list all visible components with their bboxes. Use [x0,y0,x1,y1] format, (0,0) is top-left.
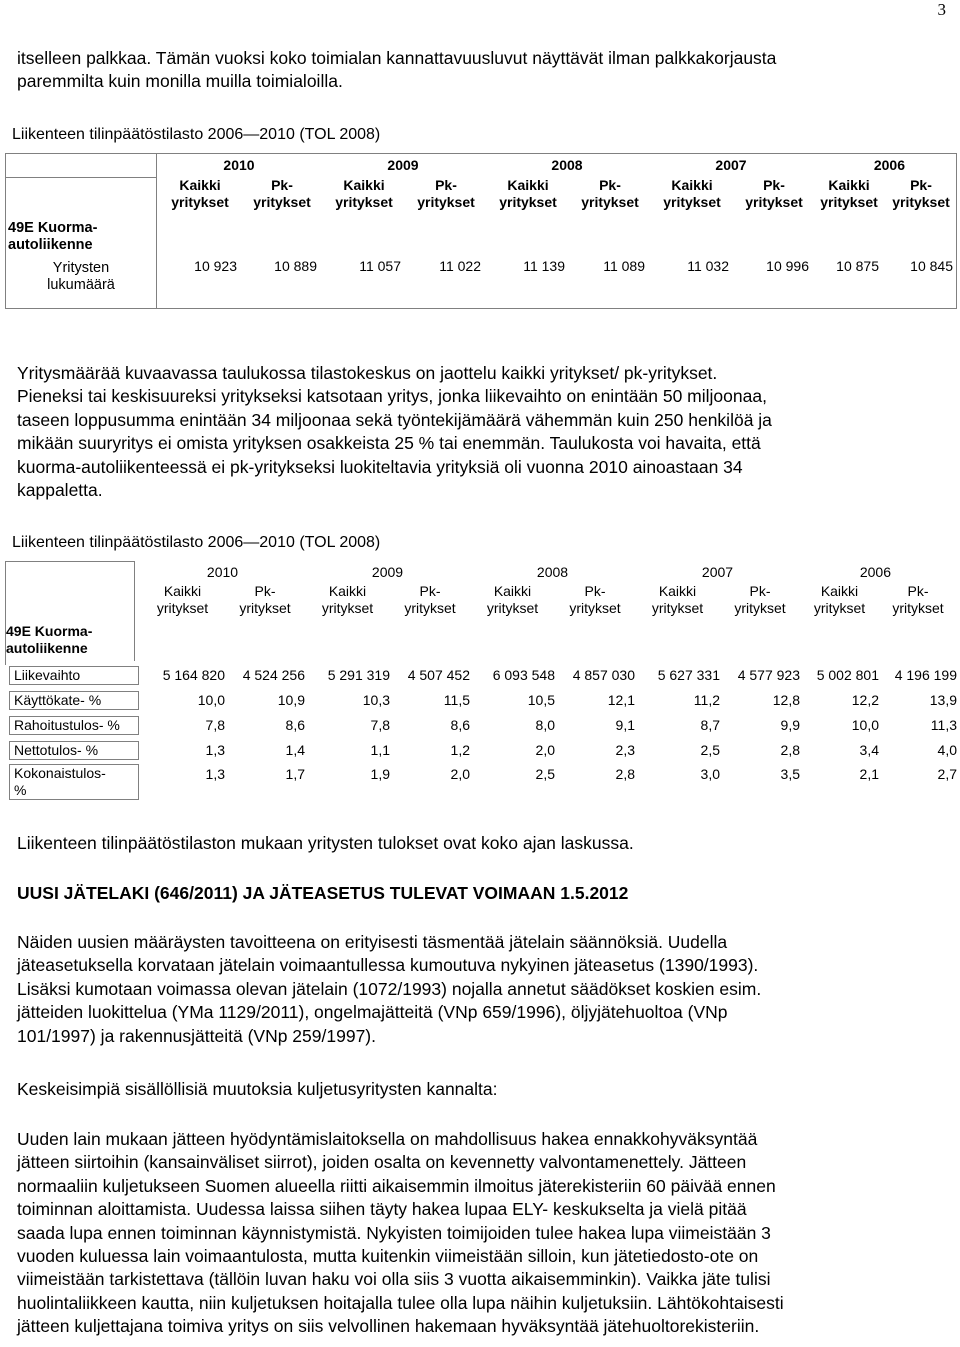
value-cell: 3,4 [859,742,879,758]
column-header-line: yritykset [745,194,803,210]
table-rule [156,153,157,309]
column-header-line: Kaikki [828,177,870,193]
column-header-line: Kaikki [671,177,713,193]
column-header-line: yritykset [239,600,291,616]
value-cell: 8,7 [700,717,720,733]
value-cell: 7,8 [370,717,390,733]
year-header: 2007 [701,563,734,580]
values-region [157,177,957,294]
text-line: Yritysmäärää kuvaavassa taulukossa tilastokeskus on jaottelu kaikki yritykset/ pk-yritykset. [17,363,718,383]
row-label-cell [5,738,140,763]
year-header: 2006 [873,156,905,173]
value-cell: 1,3 [205,742,225,758]
empty-cell [5,583,140,623]
column-header-line: yritykset [892,600,944,616]
value-cell: 5 627 331 [657,667,720,683]
column-header [225,583,305,623]
column-header-line: Pk- [254,583,276,599]
value-cell: 3,5 [780,766,800,782]
table-rule [5,561,135,562]
year-header: 2010 [206,563,239,580]
value-cell: 10,0 [851,717,879,733]
table2-title: Liikenteen tilinpäätöstilasto 2006—2010 (TOL 2008) [12,534,381,551]
column-header-line: Pk- [271,177,293,193]
table-rule [5,153,6,309]
row-label: Käyttökate- % [9,691,139,710]
paragraph-sme-definition [17,362,772,502]
column-header [470,583,555,623]
value-cell: 10 845 [910,257,953,274]
value-cell: 5 002 801 [816,667,879,683]
text-line: mikään suuryritys ei omista yrityksen osakkeista 25 % tai enemmän. Taulukosta voi havaita, että [17,433,761,454]
column-header-line: Kaikki [507,177,549,193]
column-header-line: yritykset [569,600,621,616]
column-header-line: Kaikki [820,583,859,599]
value-cell: 10,0 [197,692,225,708]
empty-cell [140,623,957,663]
value-cell: 4,0 [937,742,957,758]
table-rule [5,308,957,309]
column-header-line: yritykset [820,194,878,210]
text-line: Uuden lain mukaan jätteen hyödyntämislaitoksella on mahdollisuus hakea ennakkohyväksyntää [17,1129,758,1149]
value-cell: 12,2 [851,692,879,708]
text-line: Pieneksi tai keskisuureksi yritykseksi katsotaan yritys, jonka liikevaihto on enintään 50 miljoonaa, [17,386,767,407]
text-line: huolintaliikkeen kautta, niin kuljetuksen hoitajalla tulee olla lupa näihin kuljetuksiin. Lähtökohtaisesti [17,1292,784,1313]
column-header-line: yritykset [253,194,311,210]
value-cell: 5 164 820 [162,667,225,683]
column-header-line: Pk- [910,177,932,193]
text-line: jätteen kuljettajana toimiva yritys on siis velvollinen hakemaan hyväksyntää jätehuoltorekisteriin. [17,1316,760,1337]
column-header-line: Kaikki [343,177,385,193]
value-cell: 2,8 [780,742,800,758]
column-header [720,583,800,623]
column-header-line: yritykset [734,600,786,616]
value-cell: 8,6 [285,717,305,733]
row-label-line: % [14,782,27,798]
column-header [407,177,485,243]
year-header: 2008 [536,563,569,580]
value-cell: 11,2 [693,692,720,708]
table-rule [5,561,6,665]
column-header-line: Pk- [907,583,929,599]
column-header [800,583,879,623]
value-cell: 10 996 [766,257,809,274]
row-label-cell [5,763,140,803]
column-header-line: Pk- [419,583,441,599]
column-header-line: yritykset [813,600,866,616]
text-line: kuorma-autoliikenteessä ei pk-yritykseksi luokiteltavia yrityksiä oli vuonna 2010 ainoastaan 34 [17,456,743,477]
value-cell: 2,0 [450,766,470,782]
column-header-line: yritykset [499,194,557,210]
row-label-line: lukumäärä [47,276,115,293]
value-cell: 2,5 [535,766,555,782]
value-cell: 12,8 [772,692,800,708]
text-line: paremmilta kuin monilla muilla toimialoilla. [17,71,343,92]
value-cell: 10 923 [194,257,237,274]
column-header [635,583,720,623]
text-line: jätteiden luokittelua (YMa 1129/2011), ongelmajätteitä (VNp 659/1996), öljyjätehuoltoa (VNp [17,1002,728,1023]
text-line: taseen loppusumma enintään 34 miljoonaa sekä työntekijämäärä vähemmän kuin 250 henkilöä ja [17,409,772,430]
text-line: toiminnan aloittamista. Uudessa laissa siihen täyty hakea lupaa ELY- keskukselta ja vielä pitää [17,1199,747,1220]
paragraph-results: Liikenteen tilinpäätöstilaston mukaan yritysten tulokset ovat koko ajan laskussa. [17,833,634,853]
column-header-line: Kaikki [493,583,532,599]
text-line: jätteen siirtoihin (kansainväliset siirrot), joiden osalta on kevennetty valvontamenettely. Jätteen [17,1152,747,1173]
row-header-line: autoliikenne [8,236,93,253]
text-line: itselleen palkkaa. Tämän vuoksi koko toimialan kannattavuusluvut näyttävät ilman palkkakorjausta [17,48,777,68]
column-header [649,177,735,243]
column-header [885,177,957,243]
value-cell: 9,1 [615,717,635,733]
value-cell: 11 089 [603,257,645,274]
row-label-cell [5,663,140,688]
value-cell: 3,0 [700,766,720,782]
column-header-line: Kaikki [163,583,202,599]
column-header-line: Pk- [599,177,621,193]
column-header-line: yritykset [581,194,639,210]
paragraph-transport-permits [17,1128,784,1339]
row-label-cell [5,713,140,738]
column-header-line: yritykset [417,194,475,210]
row-label-cell [5,688,140,713]
values-grid [157,177,957,289]
year-header: 2008 [551,156,583,173]
value-cell: 4 857 030 [572,667,635,683]
column-header-line: yritykset [404,600,456,616]
text-line: viimeistään tarkistettava (tällöin luvan haku voi olla siis 3 vuotta aikaisemminkin). Vaikka jäte tulisi [17,1269,771,1290]
column-header-line: yritykset [486,600,539,616]
column-header-line: Pk- [435,177,457,193]
value-cell: 7,8 [205,717,225,733]
value-cell: 11,5 [443,692,470,708]
value-cell: 11 139 [523,257,565,274]
value-cell: 4 577 923 [737,667,800,683]
value-cell: 2,3 [615,742,635,758]
column-header-line: yritykset [651,600,704,616]
text-line: vuoden kuluessa lain voimaantulosta, mutta kuitenkin viimeistään silloin, kun jätetiedosto-ote on [17,1246,759,1267]
column-header [735,177,813,243]
corner-cell [5,561,140,583]
column-header [485,177,571,243]
column-header-line: Pk- [763,177,785,193]
value-cell: 13,9 [929,692,957,708]
column-header [813,177,885,243]
value-cell: 4 524 256 [242,667,305,683]
table1-title: Liikenteen tilinpäätöstilasto 2006—2010 (TOL 2008) [12,126,381,143]
text-line: Näiden uusien määräysten tavoitteena on erityisesti täsmentää jätelain säännöksiä. Uudella [17,932,728,952]
value-cell: 1,4 [285,742,305,758]
value-cell: 1,2 [450,742,470,758]
column-header-line: yritykset [335,194,393,210]
year-header: 2007 [715,156,747,173]
column-header-line: Pk- [749,583,771,599]
column-header-line: Kaikki [328,583,367,599]
value-cell: 1,3 [205,766,225,782]
paragraph-key-changes: Keskeisimpiä sisällöllisiä muutoksia kuljetusyritysten kannalta: [17,1079,498,1099]
text-line: jäteasetuksella korvataan jätelain voimaantullessa kumoutuva nykyinen jäteasetus (1390/1993). [17,955,759,976]
column-header [571,177,649,243]
value-cell: 8,0 [535,717,555,733]
column-header [390,583,470,623]
year-header: 2009 [371,563,404,580]
column-header-line: yritykset [171,194,229,210]
column-header-line: Pk- [584,583,606,599]
paragraph-new-regulations [17,931,761,1048]
row-header-line: autoliikenne [6,640,88,656]
intro-paragraph [17,47,776,94]
financial-ratios-table [5,561,957,803]
value-cell: 2,8 [615,766,635,782]
year-header: 2006 [859,563,891,580]
table-rule [5,153,957,154]
section-heading: UUSI JÄTELAKI (646/2011) JA JÄTEASETUS TULEVAT VOIMAAN 1.5.2012 [17,883,629,903]
value-cell: 10 875 [836,257,879,274]
table-rule [134,561,135,661]
column-header-line: yritykset [663,194,721,210]
value-cell: 5 291 319 [327,667,390,683]
column-header-line: yritykset [156,600,209,616]
row-header-line: 49E Kuorma- [8,219,98,236]
row-header-cell [5,623,140,663]
value-cell: 9,9 [780,717,800,733]
column-header [305,583,390,623]
value-cell: 2,5 [700,742,720,758]
value-cell: 2,7 [937,766,957,782]
value-cell: 10,9 [277,692,305,708]
table-rule [956,153,957,309]
year-header: 2009 [387,156,419,173]
column-header [243,177,321,243]
year-header: 2010 [223,156,255,173]
value-cell: 6 093 548 [492,667,555,683]
column-header [157,177,243,243]
text-line: 101/1997) ja rakennusjätteitä (VNp 259/1997). [17,1025,376,1046]
row-label: Liikevaihto [9,666,139,685]
text-line: normaaliin kuljetukseen Suomen alueella riitti aikaisemmin ilmoitus jäterekisteriin 60 päivää ennen [17,1175,776,1196]
value-cell: 4 507 452 [407,667,470,683]
row-label-line: Yritysten [52,259,110,276]
column-header [321,177,407,243]
value-cell: 10,5 [527,692,555,708]
column-header-line: Kaikki [179,177,221,193]
value-cell: 2,0 [535,742,555,758]
value-cell: 2,1 [859,766,879,782]
company-count-table [5,153,957,294]
column-header-line: Kaikki [658,583,697,599]
row-header-cell [5,177,157,294]
value-cell: 11,3 [930,717,957,733]
value-cell: 8,6 [450,717,470,733]
value-cell: 4 196 199 [894,667,957,683]
value-cell: 12,1 [607,692,635,708]
text-line: kappaletta. [17,480,103,501]
column-header-line: yritykset [321,600,374,616]
page-number: 3 [937,0,946,19]
value-cell: 1,9 [370,766,390,782]
value-cell: 1,1 [370,742,390,758]
column-header [555,583,635,623]
column-header [879,583,957,623]
text-line: Lisäksi kumotaan voimassa olevan jätelain (1072/1993) nojalla annetut säädökset koskien esim. [17,978,762,999]
value-cell: 10,3 [362,692,390,708]
row-label: Nettotulos- % [9,741,139,760]
corner-cell [5,153,157,177]
value-cell: 1,7 [285,766,305,782]
text-line: saada lupa ennen toiminnan käynnistymistä. Nykyisten toimijoiden tulee hakea lupa viimeistään 3 [17,1222,771,1243]
column-header [140,583,225,623]
value-cell: 11 022 [439,257,481,274]
column-header-line: yritykset [892,194,950,210]
row-header-line: 49E Kuorma- [6,623,93,639]
value-cell: 11 032 [687,257,729,274]
value-cell: 10 889 [274,257,317,274]
row-label-line: Kokonaistulos- [14,765,106,781]
row-label [9,764,139,800]
value-cell: 11 057 [359,257,401,274]
row-label: Rahoitustulos- % [9,716,139,735]
